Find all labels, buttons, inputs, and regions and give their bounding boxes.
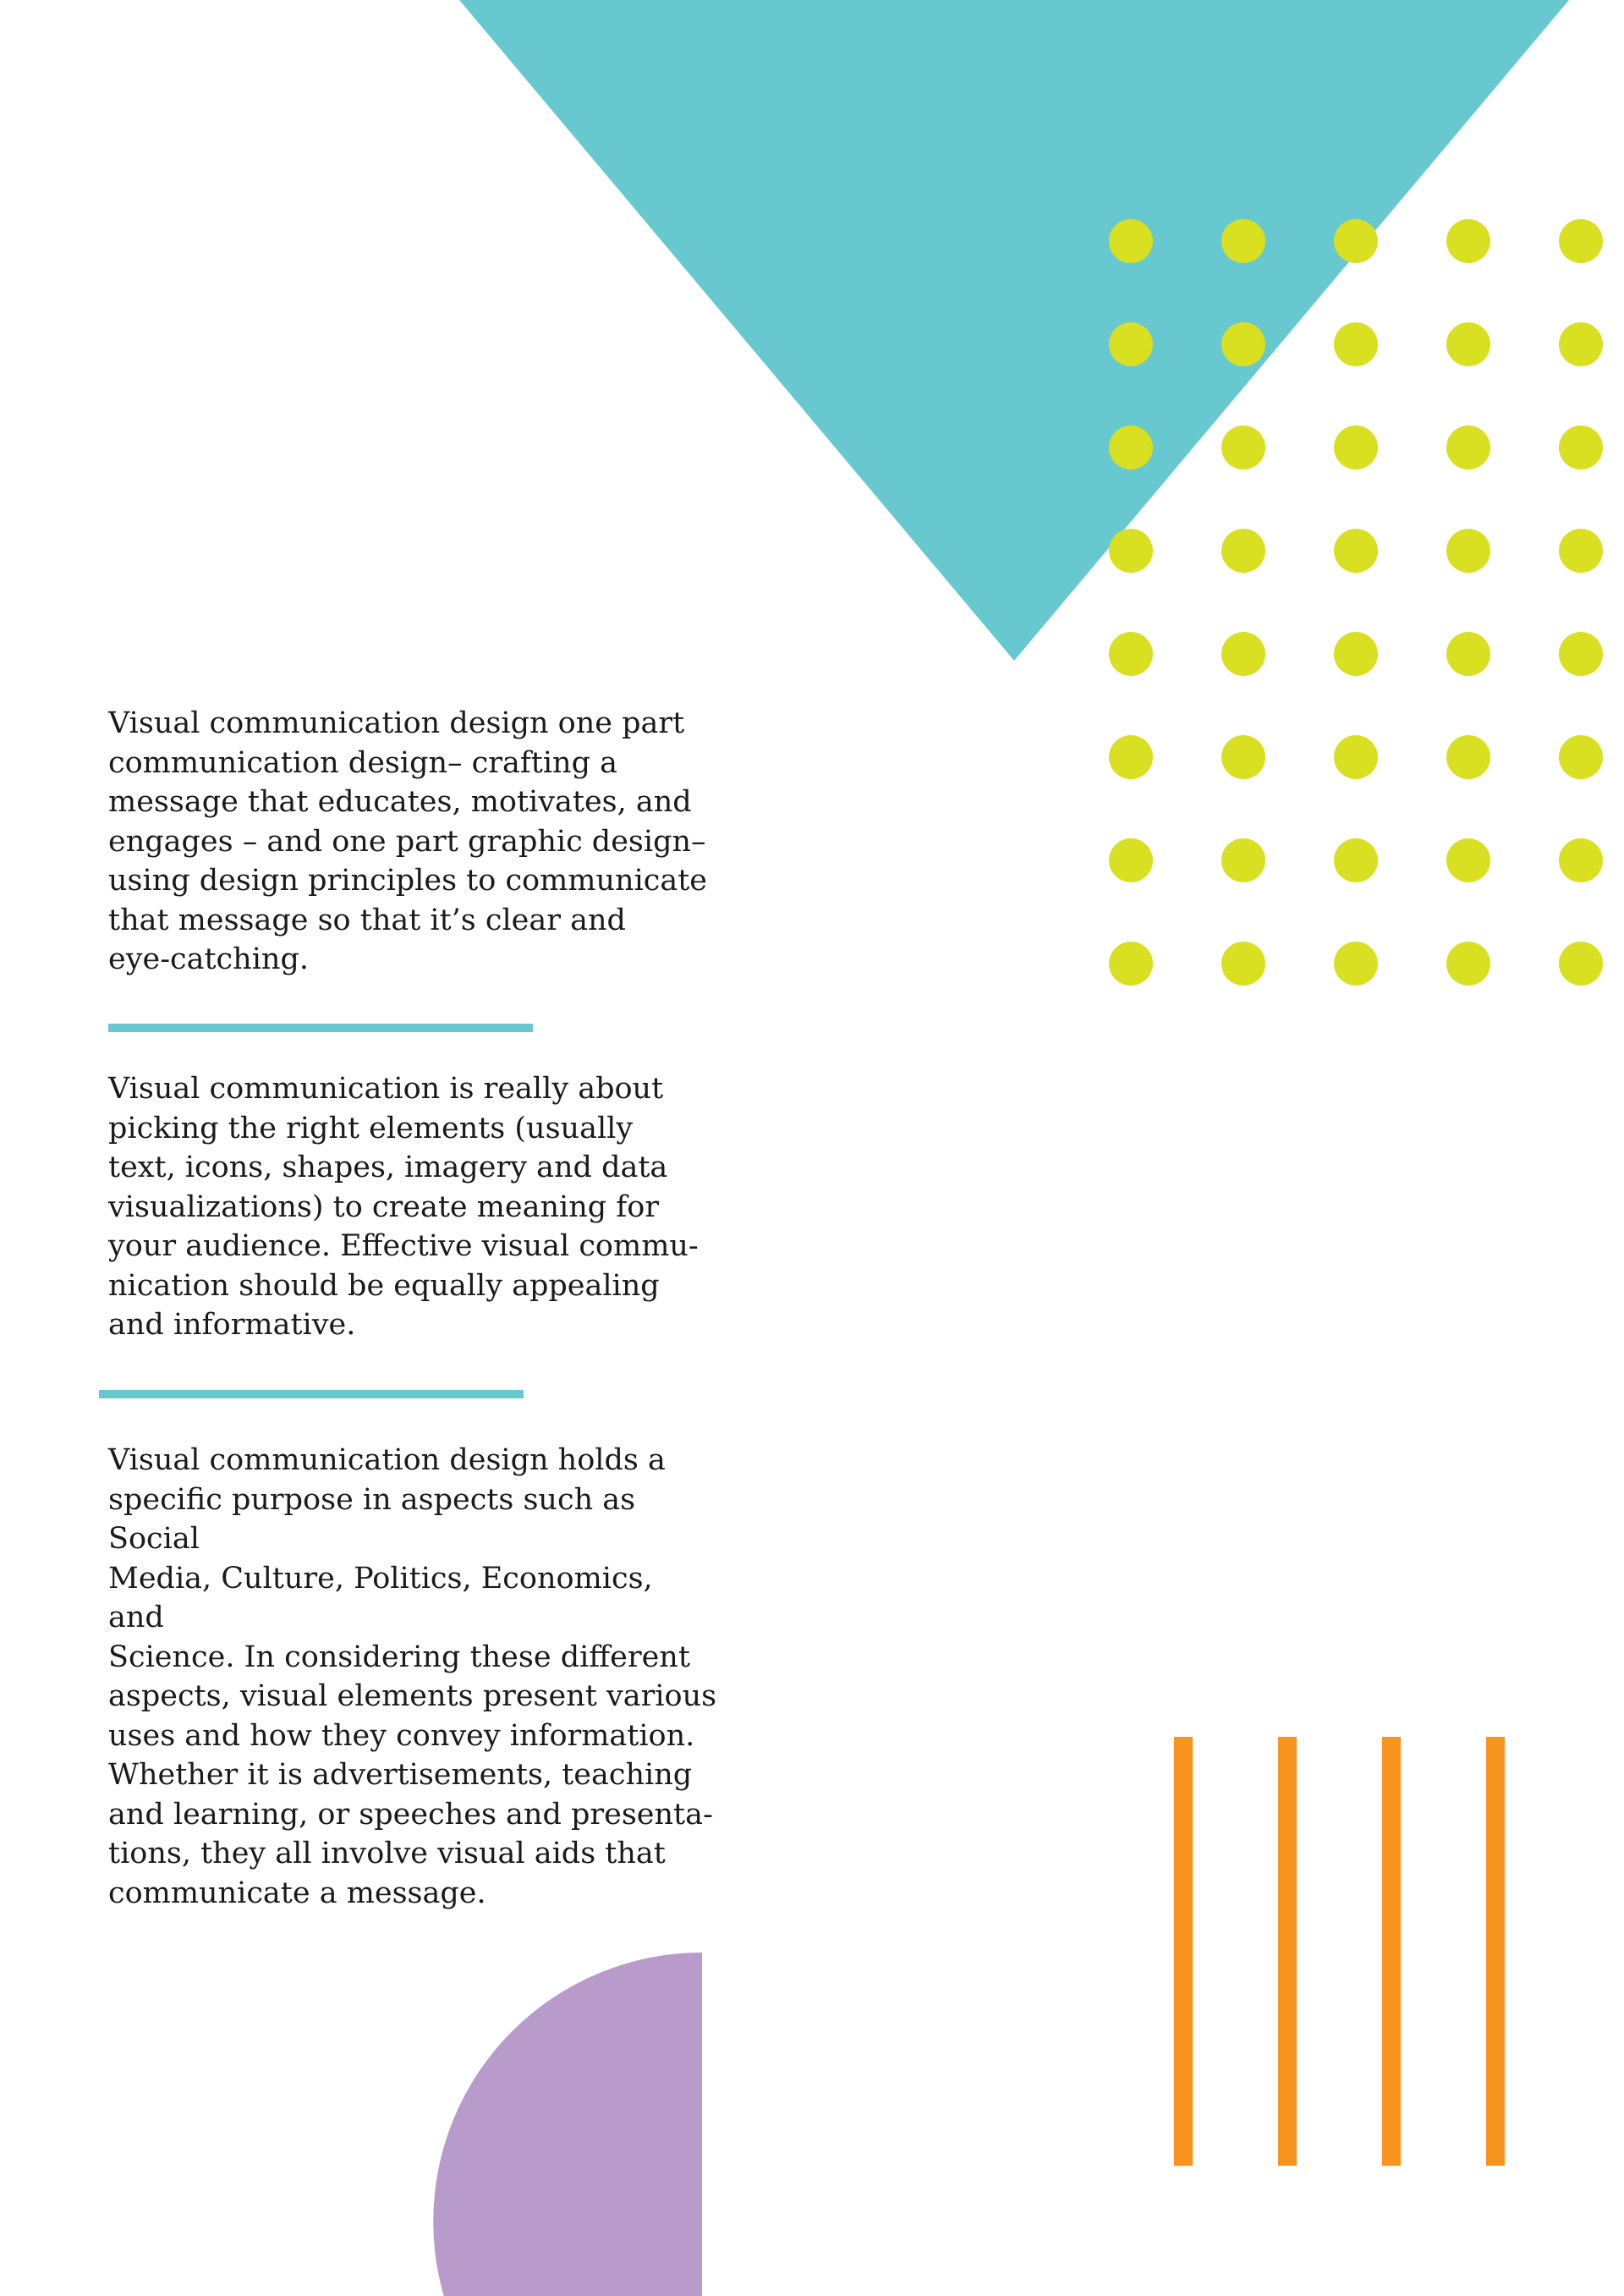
orange-stripe [1382,1737,1401,2166]
lime-dot [1446,735,1490,779]
paragraph-line: uses and how they convey information. [108,1718,695,1753]
lime-dot [1221,219,1265,263]
lime-dot [1221,838,1265,882]
orange-stripes [1174,1737,1505,2166]
orange-stripe [1278,1737,1297,2166]
lime-dot [1559,632,1603,676]
lime-dot [1334,529,1378,573]
lime-dot [1109,632,1153,676]
lime-dot [1221,735,1265,779]
lime-dot [1221,632,1265,676]
lime-dot [1446,632,1490,676]
lime-dot [1221,426,1265,470]
lime-dot [1334,942,1378,986]
lime-dot [1109,426,1153,470]
lime-dot [1109,529,1153,573]
lime-dot [1109,735,1153,779]
teal-divider [99,1390,524,1398]
lime-dot [1221,942,1265,986]
lime-dot [1559,426,1603,470]
lime-dot [1109,219,1153,263]
lime-dot [1334,838,1378,882]
paragraph-line: Whether it is advertisements, teaching [108,1758,693,1792]
paragraph-line: visualizations) to create meaning for [108,1189,660,1224]
paragraph-line: specific purpose in aspects such as Social [108,1482,636,1556]
paragraph-line: eye-catching. [108,942,309,976]
paragraph-line: Visual communication design holds a [108,1443,666,1477]
lavender-semicircle-shape [433,1953,702,2296]
paragraph-line: your audience. Effective visual commu- [108,1229,699,1263]
paragraph-line: communication design– crafting a [108,745,617,780]
paragraph-line: using design principles to communicate [108,864,708,898]
lime-dot [1559,942,1603,986]
paragraph-visual-communication-definition [108,704,717,980]
paragraph-line: engages – and one part graphic design– [108,824,706,859]
lime-dot [1334,426,1378,470]
paragraph-line: message that educates, motivates, and [108,785,692,819]
lime-dot [1109,942,1153,986]
paragraph-line: nication should be equally appealing [108,1268,660,1303]
lime-dot [1559,529,1603,573]
lime-dot [1221,529,1265,573]
lime-dot [1559,735,1603,779]
lime-dot [1221,322,1265,366]
orange-stripe [1174,1737,1193,2166]
lime-dot [1334,219,1378,263]
lime-dot [1109,322,1153,366]
paragraph-line: Visual communication is really about [108,1072,664,1106]
teal-divider [108,1024,533,1032]
paragraph-line: communicate a message. [108,1876,486,1910]
lime-dot [1559,838,1603,882]
paragraph-line: and informative. [108,1308,356,1342]
lime-dot [1334,322,1378,366]
lime-dot [1559,219,1603,263]
lime-dot [1446,942,1490,986]
lime-dot [1446,219,1490,263]
lime-dot [1446,838,1490,882]
lime-dot [1446,529,1490,573]
paragraph-line: Media, Culture, Politics, Economics, and [108,1561,653,1634]
paragraph-line: text, icons, shapes, imagery and data [108,1151,668,1184]
paragraph-line: that message so that it’s clear and [108,903,626,937]
teal-triangle-shape [459,0,1569,661]
orange-stripe [1486,1737,1505,2166]
lime-dot [1109,838,1153,882]
paragraph-picking-elements [108,1069,717,1345]
lime-dot [1559,322,1603,366]
paragraph-line: tions, they all involve visual aids that [108,1837,666,1870]
lime-dot [1446,426,1490,470]
lime-dot [1446,322,1490,366]
paragraph-line: picking the right elements (usually [108,1111,634,1145]
paragraph-line: and learning, or speeches and presenta- [108,1797,713,1832]
paragraph-line: aspects, visual elements present various [108,1679,717,1713]
lime-dot [1334,735,1378,779]
paragraph-line: Visual communication design one part [108,706,685,740]
paragraph-specific-purpose [108,1441,717,1913]
paragraph-line: Science. In considering these different [108,1640,690,1674]
lime-dot [1334,632,1378,676]
